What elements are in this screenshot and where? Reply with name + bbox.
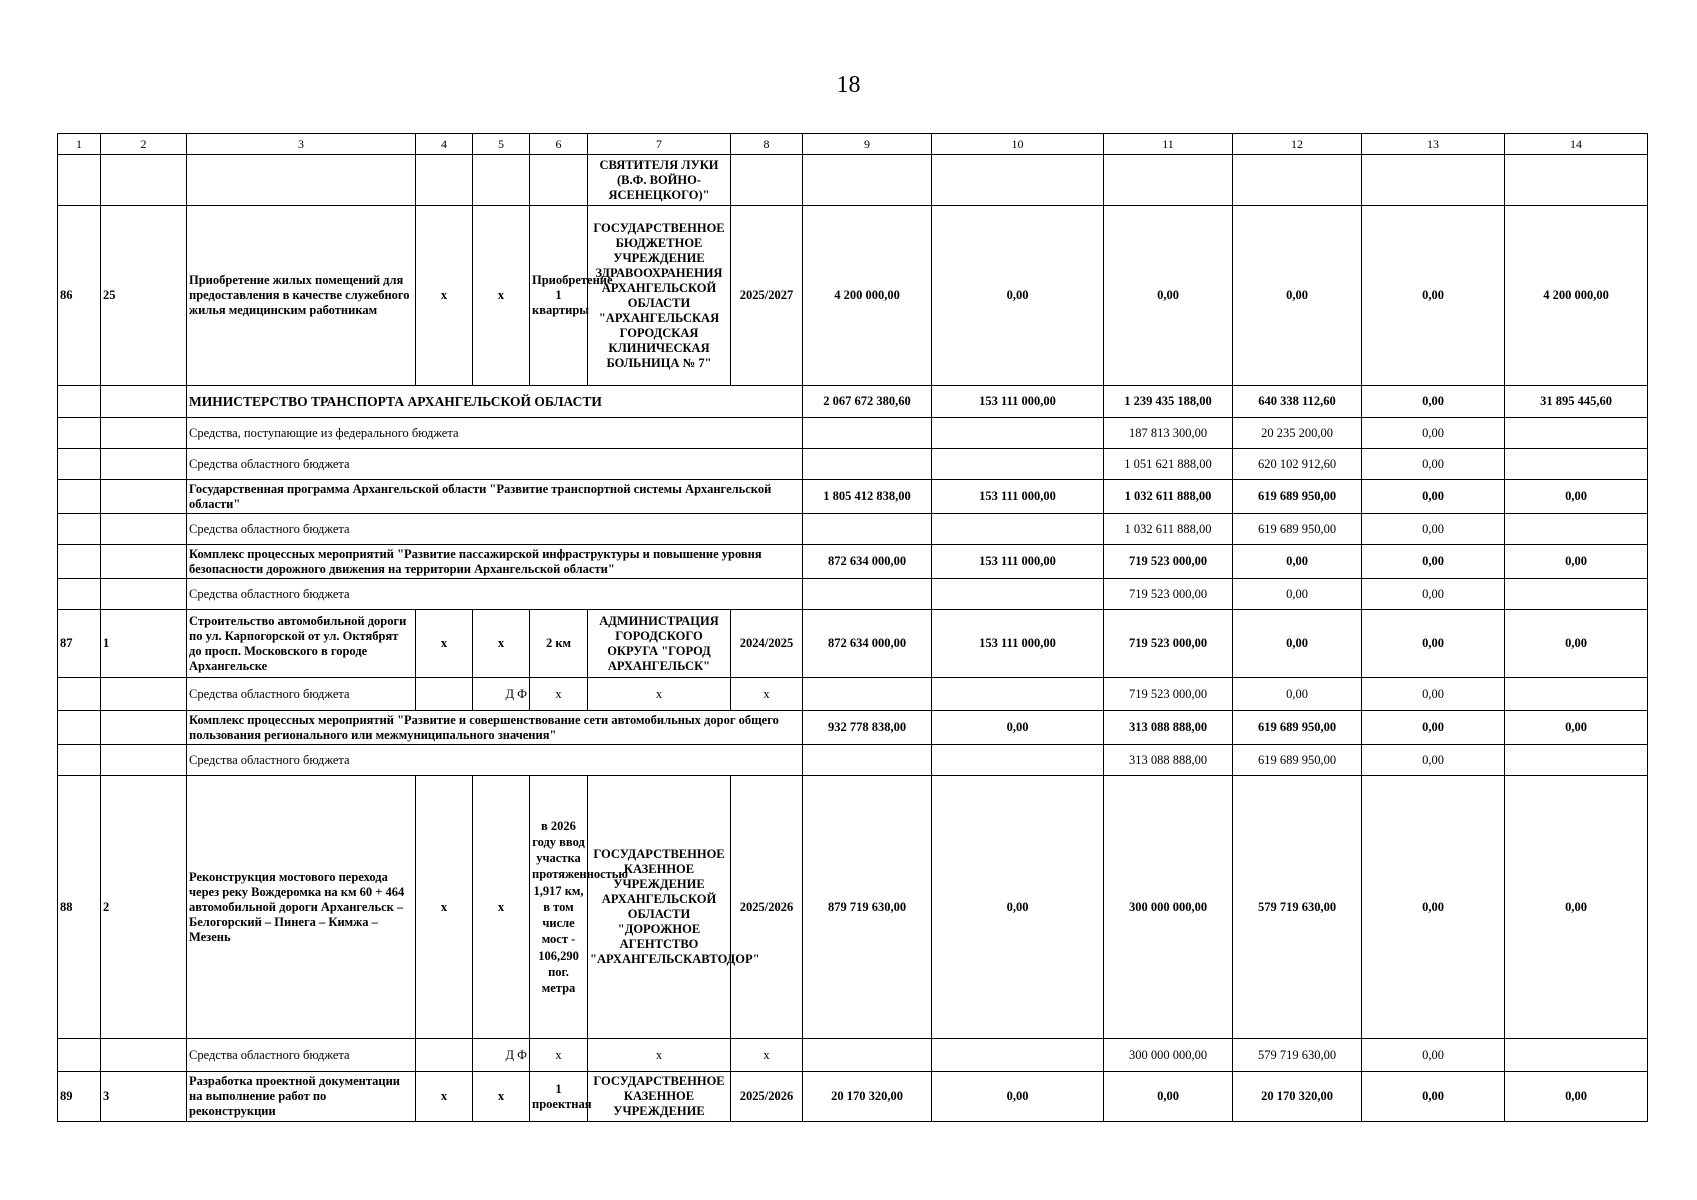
value-cell: 872 634 000,00 — [803, 545, 932, 579]
value-cell: 313 088 888,00 — [1104, 745, 1233, 776]
budget-table — [57, 133, 1648, 1122]
funding-row — [58, 449, 1648, 480]
value-cell: 0,00 — [1505, 480, 1648, 514]
cell-x: х — [416, 1072, 473, 1122]
value-cell: 0,00 — [1505, 711, 1648, 745]
cell-x: х — [416, 206, 473, 386]
value-cell: 0,00 — [1505, 776, 1648, 1039]
column-header: 5 — [473, 134, 530, 155]
years-cell: 2025/2026 — [731, 1072, 803, 1122]
cell-x: х — [588, 1039, 731, 1072]
row-number: 89 — [58, 1072, 101, 1122]
column-header: 4 — [416, 134, 473, 155]
column-header: 6 — [530, 134, 588, 155]
years-cell: 2024/2025 — [731, 610, 803, 678]
value-cell: 719 523 000,00 — [1104, 610, 1233, 678]
table-row — [58, 1072, 1648, 1122]
cell-x: х — [588, 678, 731, 711]
object-name: Разработка проектной документации на выполнение работ по реконструкции — [187, 1072, 416, 1122]
value-cell: 932 778 838,00 — [803, 711, 932, 745]
years-cell: 2025/2026 — [731, 776, 803, 1039]
funding-row — [58, 418, 1648, 449]
funding-row — [58, 745, 1648, 776]
row-subnumber: 3 — [101, 1072, 187, 1122]
object-name: Реконструкция мостового перехода через реку Вождеромка на км 60 + 464 автомобильной дороги Архангельск – Белогорский – Пинега – Кимжа – Мезень — [187, 776, 416, 1039]
column-header: 1 — [58, 134, 101, 155]
object-name: Приобретение жилых помещений для предоставления в качестве служебного жилья медицинским работникам — [187, 206, 416, 386]
value-cell: 0,00 — [1362, 480, 1505, 514]
value-cell: 300 000 000,00 — [1104, 776, 1233, 1039]
row-subnumber: 1 — [101, 610, 187, 678]
complex-row — [58, 711, 1648, 745]
value-cell: 0,00 — [1362, 545, 1505, 579]
object-name: Строительство автомобильной дороги по ул. Карпогорской от ул. Октябрят до просп. Московского в городе Архангельске — [187, 610, 416, 678]
funding-label: Средства областного бюджета — [187, 449, 803, 480]
funding-label: Средства областного бюджета — [187, 579, 803, 610]
organization-cell: ГОСУДАРСТВЕННОЕ БЮДЖЕТНОЕ УЧРЕЖДЕНИЕ ЗДРАВООХРАНЕНИЯ АРХАНГЕЛЬСКОЙ ОБЛАСТИ "АРХАНГЕЛЬСКАЯ ГОРОДСКАЯ КЛИНИЧЕСКАЯ БОЛЬНИЦА № 7" — [588, 206, 731, 386]
ministry-row — [58, 386, 1648, 418]
capacity-cell: 1 проектная — [530, 1072, 588, 1122]
organization-cell: АДМИНИСТРАЦИЯ ГОРОДСКОГО ОКРУГА "ГОРОД АРХАНГЕЛЬСК" — [588, 610, 731, 678]
value-cell: 20 170 320,00 — [1233, 1072, 1362, 1122]
program-title: Государственная программа Архангельской области "Развитие транспортной системы Архангельской области" — [187, 480, 803, 514]
value-cell: 0,00 — [1362, 745, 1505, 776]
capacity-cell: Приобретение 1 квартиры — [530, 206, 588, 386]
column-header: 12 — [1233, 134, 1362, 155]
cell-x: х — [530, 1039, 588, 1072]
value-cell: 872 634 000,00 — [803, 610, 932, 678]
column-header: 8 — [731, 134, 803, 155]
table-row — [58, 155, 1648, 206]
value-cell: 0,00 — [932, 206, 1104, 386]
funding-row — [58, 579, 1648, 610]
value-cell: 4 200 000,00 — [1505, 206, 1648, 386]
value-cell: 0,00 — [1505, 1072, 1648, 1122]
column-header: 13 — [1362, 134, 1505, 155]
funding-label: Средства, поступающие из федерального бюджета — [187, 418, 803, 449]
value-cell: 0,00 — [932, 1072, 1104, 1122]
column-header: 3 — [187, 134, 416, 155]
organization-cell: ГОСУДАРСТВЕННОЕ КАЗЕННОЕ УЧРЕЖДЕНИЕ — [588, 1072, 731, 1122]
value-cell: 153 111 000,00 — [932, 545, 1104, 579]
column-header: 2 — [101, 134, 187, 155]
value-cell: 619 689 950,00 — [1233, 745, 1362, 776]
value-cell: 0,00 — [1233, 545, 1362, 579]
value-cell: 0,00 — [1362, 418, 1505, 449]
row-subnumber: 25 — [101, 206, 187, 386]
funding-label: Средства областного бюджета — [187, 745, 803, 776]
value-cell: 0,00 — [1362, 711, 1505, 745]
value-cell: 0,00 — [1362, 449, 1505, 480]
funding-row — [58, 678, 1648, 711]
value-cell: 879 719 630,00 — [803, 776, 932, 1039]
complex-title: Комплекс процессных мероприятий "Развитие пассажирской инфраструктуры и повышение уровня безопасности дорожного движения на территории Архангельской области" — [187, 545, 803, 579]
value-cell: 2 067 672 380,60 — [803, 386, 932, 418]
capacity-cell: 2 км — [530, 610, 588, 678]
value-cell: 0,00 — [1104, 206, 1233, 386]
value-cell: 0,00 — [932, 711, 1104, 745]
cell-x: х — [416, 610, 473, 678]
table-row — [58, 776, 1648, 1039]
ministry-title: МИНИСТЕРСТВО ТРАНСПОРТА АРХАНГЕЛЬСКОЙ ОБЛАСТИ — [187, 386, 803, 418]
value-cell: 0,00 — [1233, 610, 1362, 678]
value-cell: 0,00 — [1362, 579, 1505, 610]
value-cell: 1 239 435 188,00 — [1104, 386, 1233, 418]
value-cell: 0,00 — [1362, 1072, 1505, 1122]
value-cell: 0,00 — [932, 776, 1104, 1039]
funding-source-code: Д Ф — [473, 1039, 530, 1072]
value-cell: 0,00 — [1104, 1072, 1233, 1122]
value-cell: 0,00 — [1233, 579, 1362, 610]
funding-label: Средства областного бюджета — [187, 1039, 416, 1072]
row-number: 87 — [58, 610, 101, 678]
value-cell: 1 032 611 888,00 — [1104, 480, 1233, 514]
value-cell: 579 719 630,00 — [1233, 1039, 1362, 1072]
value-cell: 0,00 — [1233, 206, 1362, 386]
column-header: 7 — [588, 134, 731, 155]
value-cell: 0,00 — [1233, 678, 1362, 711]
value-cell: 0,00 — [1362, 386, 1505, 418]
value-cell: 619 689 950,00 — [1233, 711, 1362, 745]
value-cell: 640 338 112,60 — [1233, 386, 1362, 418]
value-cell: 0,00 — [1362, 514, 1505, 545]
capacity-cell: в 2026 году ввод участка протяженностью 1,917 км, в том числе мост - 106,290 пог. метра — [530, 776, 588, 1039]
column-header: 10 — [932, 134, 1104, 155]
row-number: 86 — [58, 206, 101, 386]
column-header: 14 — [1505, 134, 1648, 155]
value-cell: 0,00 — [1362, 610, 1505, 678]
organization-cell: ГОСУДАРСТВЕННОЕ КАЗЕННОЕ УЧРЕЖДЕНИЕ АРХАНГЕЛЬСКОЙ ОБЛАСТИ "ДОРОЖНОЕ АГЕНТСТВО "АРХАНГЕЛЬСКАВТОДОР" — [588, 776, 731, 1039]
organization-cell: СВЯТИТЕЛЯ ЛУКИ (В.Ф. ВОЙНО-ЯСЕНЕЦКОГО)" — [588, 155, 731, 206]
cell-x: х — [473, 610, 530, 678]
value-cell: 1 805 412 838,00 — [803, 480, 932, 514]
cell-x: х — [473, 776, 530, 1039]
row-number: 88 — [58, 776, 101, 1039]
funding-source-code: Д Ф — [473, 678, 530, 711]
value-cell: 0,00 — [1505, 545, 1648, 579]
value-cell: 313 088 888,00 — [1104, 711, 1233, 745]
value-cell: 1 051 621 888,00 — [1104, 449, 1233, 480]
value-cell: 719 523 000,00 — [1104, 678, 1233, 711]
table-row — [58, 206, 1648, 386]
value-cell: 153 111 000,00 — [932, 480, 1104, 514]
funding-label: Средства областного бюджета — [187, 678, 416, 711]
value-cell: 31 895 445,60 — [1505, 386, 1648, 418]
value-cell: 0,00 — [1362, 776, 1505, 1039]
funding-label: Средства областного бюджета — [187, 514, 803, 545]
funding-row — [58, 514, 1648, 545]
value-cell: 579 719 630,00 — [1233, 776, 1362, 1039]
value-cell: 620 102 912,60 — [1233, 449, 1362, 480]
value-cell: 719 523 000,00 — [1104, 579, 1233, 610]
funding-row — [58, 1039, 1648, 1072]
value-cell: 300 000 000,00 — [1104, 1039, 1233, 1072]
complex-title: Комплекс процессных мероприятий "Развитие и совершенствование сети автомобильных дорог общего пользования регионального или межмуниципального значения" — [187, 711, 803, 745]
value-cell: 719 523 000,00 — [1104, 545, 1233, 579]
value-cell: 4 200 000,00 — [803, 206, 932, 386]
column-number-row — [58, 134, 1648, 155]
cell-x: х — [530, 678, 588, 711]
years-cell: 2025/2027 — [731, 206, 803, 386]
value-cell: 0,00 — [1362, 206, 1505, 386]
value-cell: 0,00 — [1505, 610, 1648, 678]
cell-x: х — [473, 206, 530, 386]
value-cell: 20 170 320,00 — [803, 1072, 932, 1122]
value-cell: 0,00 — [1362, 1039, 1505, 1072]
complex-row — [58, 545, 1648, 579]
value-cell: 1 032 611 888,00 — [1104, 514, 1233, 545]
table-row — [58, 610, 1648, 678]
cell-x: х — [416, 776, 473, 1039]
value-cell: 153 111 000,00 — [932, 610, 1104, 678]
cell-x: х — [473, 1072, 530, 1122]
value-cell: 20 235 200,00 — [1233, 418, 1362, 449]
value-cell: 187 813 300,00 — [1104, 418, 1233, 449]
column-header: 9 — [803, 134, 932, 155]
cell-x: х — [731, 678, 803, 711]
value-cell: 0,00 — [1362, 678, 1505, 711]
value-cell: 153 111 000,00 — [932, 386, 1104, 418]
page-number: 18 — [836, 72, 861, 98]
program-row — [58, 480, 1648, 514]
row-subnumber: 2 — [101, 776, 187, 1039]
value-cell: 619 689 950,00 — [1233, 480, 1362, 514]
cell-x: х — [731, 1039, 803, 1072]
column-header: 11 — [1104, 134, 1233, 155]
value-cell: 619 689 950,00 — [1233, 514, 1362, 545]
